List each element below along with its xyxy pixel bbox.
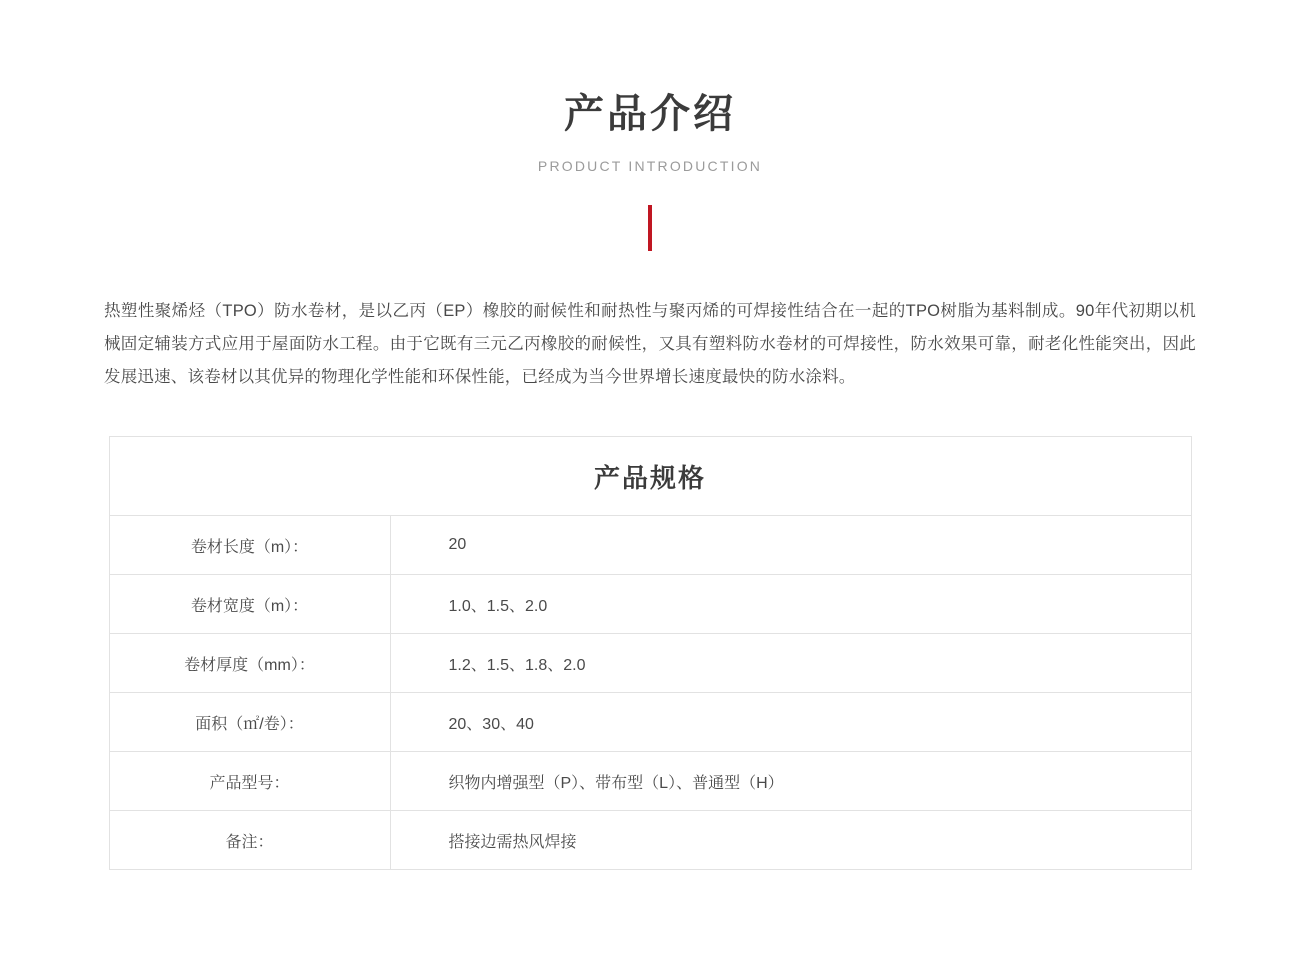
table-row [109, 811, 1191, 870]
spec-row-value: 1.0、1.5、2.0 [390, 575, 1191, 634]
spec-row-label: 卷材宽度（m）： [109, 575, 390, 634]
spec-table-wrapper [109, 436, 1192, 870]
intro-paragraph: 热塑性聚烯烃（TPO）防水卷材，是以乙丙（EP）橡胶的耐候性和耐热性与聚丙烯的可焊接性结合在一起的TPO树脂为基料制成。90年代初期以机械固定辅装方式应用于屋面防水工程。由于它既有三元乙丙橡胶的耐候性，又具有塑料防水卷材的可焊接性，防水效果可靠，耐老化性能突出，因此发展迅速、该卷材以其优异的物理化学性能和环保性能，已经成为当今世界增长速度最快的防水涂料。 [104, 302, 1196, 386]
page-header [0, 0, 1300, 251]
spec-row-value: 搭接边需热风焊接 [390, 811, 1191, 870]
spec-row-label: 产品型号： [109, 752, 390, 811]
accent-divider [648, 205, 652, 251]
spec-row-label: 卷材厚度（mm）： [109, 634, 390, 693]
spec-row-value: 20 [390, 516, 1191, 575]
page-subtitle: PRODUCT INTRODUCTION [537, 158, 763, 174]
spec-row-label: 面积（㎡/卷）： [109, 693, 390, 752]
spec-row-value: 20、30、40 [390, 693, 1191, 752]
spec-row-label: 备注： [109, 811, 390, 870]
spec-row-value: 1.2、1.5、1.8、2.0 [390, 634, 1191, 693]
page-title: 产品介绍 [564, 92, 736, 136]
spec-row-label: 卷材长度（m）： [109, 516, 390, 575]
spec-row-value: 织物内增强型（P）、带布型（L）、普通型（H） [390, 752, 1191, 811]
table-row [109, 575, 1191, 634]
table-caption-row [109, 437, 1191, 516]
table-row [109, 516, 1191, 575]
table-row [109, 752, 1191, 811]
product-spec-table [109, 436, 1192, 870]
spec-table-caption: 产品规格 [109, 437, 1191, 516]
table-row [109, 693, 1191, 752]
table-row [109, 634, 1191, 693]
